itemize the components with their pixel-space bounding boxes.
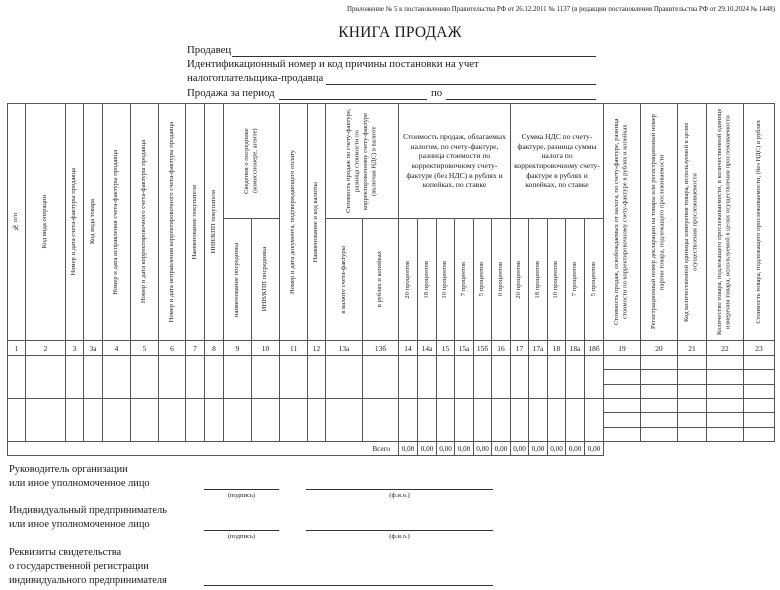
seller-label: Продавец [187, 44, 232, 56]
table-cell-row1-sub3-c21[interactable] [677, 384, 707, 399]
header-col-c12-text: Наименование и код валюты [312, 181, 320, 263]
header-col-c10 [251, 218, 280, 341]
column-number-c18b-text: 18б [588, 343, 600, 353]
column-number-c8 [204, 340, 224, 356]
column-number-c16 [491, 340, 511, 356]
header-col-c6-text: Номер и дата исправления корректировочного счета-фактуры продавца [167, 121, 175, 323]
column-number-c15-text: 15 [441, 343, 450, 353]
table-cell-row2-c15a[interactable] [454, 398, 474, 442]
column-number-c14a-text: 14а [421, 343, 433, 353]
header-col-c15a [454, 218, 474, 341]
table-cell-row2-c9[interactable] [223, 398, 252, 442]
header-col-c17-text: 20 процентов [515, 260, 523, 299]
column-number-c3a [83, 340, 103, 356]
header-col-c19 [603, 103, 641, 341]
ip-name-caption: (ф.и.о.) [389, 533, 410, 540]
header-col-c2-text: Код вида операции [41, 195, 49, 249]
column-number-c13b-text: 13б [374, 343, 387, 353]
column-number-c22-text: 22 [721, 343, 729, 353]
column-number-c13a [325, 340, 363, 356]
header-col-c14a-text: 18 процентов [422, 260, 430, 299]
header-col-c4-text: Номер и дата исправления счета-фактуры продавца [112, 149, 120, 295]
req-label-line3: индивидуального предпринимателя [9, 575, 167, 586]
table-cell-row2-sub3-c21[interactable] [677, 427, 707, 442]
column-number-c13a-text: 13а [338, 343, 350, 353]
header-col-c11 [279, 103, 308, 341]
header-col-c9 [223, 218, 252, 341]
total-value-c18a-text: 0,00 [568, 444, 582, 453]
header-col-c3-text: Номер и дата счета-фактуры продавца [70, 168, 78, 276]
table-cell-row1-sub3-c22[interactable] [706, 384, 744, 399]
period-to-label: по [431, 87, 443, 99]
head-signature-field[interactable] [204, 489, 279, 490]
header-col-c21-text: Код количественной единицы измерения товара, используемой в целях осуществления прослеживаемости [683, 122, 699, 322]
table-cell-row1-sub2-c20[interactable] [640, 369, 678, 385]
table-cell-row2-c1[interactable] [7, 398, 26, 442]
total-value-c15 [436, 441, 455, 456]
table-cell-row2-c3a[interactable] [83, 398, 103, 442]
req-label-line2: о государственной регистрации [9, 561, 149, 572]
header-col-c22 [706, 103, 744, 341]
header-col-c18a-text: 7 процентов [570, 262, 578, 297]
table-cell-row2-c13b[interactable] [362, 398, 399, 442]
page-title: КНИГА ПРОДАЖ [338, 24, 462, 41]
total-value-c14 [398, 441, 418, 456]
header-col-c6 [158, 103, 186, 341]
column-number-c10-text: 10 [261, 343, 270, 353]
head-name-field[interactable] [306, 489, 493, 490]
header-group-currency-cost [325, 103, 399, 219]
column-number-c18-text: 18 [552, 343, 561, 353]
header-col-c10-text: ИНН/КПП посредника [261, 247, 269, 312]
total-value-c17a-text: 0,00 [531, 444, 545, 453]
table-cell-row1-c12[interactable] [307, 355, 326, 399]
table-cell-row2-sub3-c22[interactable] [706, 427, 744, 442]
ip-name-field[interactable] [306, 530, 493, 531]
table-cell-row1-sub1-c21[interactable] [677, 355, 707, 370]
table-cell-row1-c14a[interactable] [417, 355, 437, 399]
total-value-c18b-text: 0,00 [587, 444, 601, 453]
total-value-c15a-text: 0,00 [457, 444, 471, 453]
table-cell-row1-c18b[interactable] [584, 355, 604, 399]
period-label: Продажа за период [187, 87, 275, 99]
column-number-c14a [417, 340, 437, 356]
table-cell-row1-sub1-c19[interactable] [603, 355, 641, 370]
total-value-c18b [584, 441, 604, 456]
table-cell-row2-c18b[interactable] [584, 398, 604, 442]
table-cell-row1-c18[interactable] [547, 355, 566, 399]
table-cell-row1-sub2-c21[interactable] [677, 369, 707, 385]
table-cell-row2-c17[interactable] [510, 398, 529, 442]
column-number-c10 [251, 340, 280, 356]
column-number-c3 [65, 340, 84, 356]
column-number-c20 [640, 340, 678, 356]
header-col-c15a-text: 7 процентов [459, 262, 467, 297]
header-col-c4 [102, 103, 131, 341]
header-col-c20 [640, 103, 678, 341]
column-number-c21-text: 21 [688, 343, 696, 353]
table-cell-row1-c11[interactable] [279, 355, 308, 399]
table-cell-row1-sub3-c20[interactable] [640, 384, 678, 399]
table-cell-row2-sub2-c21[interactable] [677, 412, 707, 428]
table-cell-row2-c7[interactable] [185, 398, 205, 442]
table-cell-row1-c17a[interactable] [528, 355, 548, 399]
table-cell-row2-sub3-c20[interactable] [640, 427, 678, 442]
column-number-c3-text: 3 [72, 343, 77, 353]
table-cell-row2-c14[interactable] [398, 398, 418, 442]
header-col-c5-text: Номер и дата корректировочного счета-фактуры продавца [140, 140, 148, 304]
total-value-c15b [473, 441, 492, 456]
total-value-c15-text: 0,00 [439, 444, 452, 453]
header-col-c16-text: 0 процентов [496, 262, 504, 297]
total-value-c14a-text: 0,00 [420, 444, 434, 453]
header-col-c22-text: Количество товара, подлежащего прослеживаемости, в количественной единице измерения товара, используемой в целях осуществления прослеживаемости [716, 108, 732, 336]
table-cell-row2-c8[interactable] [204, 398, 224, 442]
column-number-c16-text: 16 [497, 343, 505, 353]
table-cell-row2-sub1-c21[interactable] [677, 398, 707, 413]
table-cell-row2-c10[interactable] [251, 398, 280, 442]
column-number-c4 [102, 340, 131, 356]
table-cell-row2-c2[interactable] [25, 398, 66, 442]
table-cell-row1-c3a[interactable] [83, 355, 103, 399]
table-cell-row2-c5[interactable] [130, 398, 159, 442]
inn-label-line2: налогоплательщика-продавца [187, 72, 324, 84]
table-cell-row1-c4[interactable] [102, 355, 131, 399]
column-number-c11 [279, 340, 308, 356]
column-number-c19-text: 19 [618, 343, 626, 353]
column-number-c15a [454, 340, 474, 356]
table-cell-row2-sub1-c20[interactable] [640, 398, 678, 413]
column-number-c15b-text: 15б [476, 343, 489, 353]
header-col-c8-text: ИНН/КПП покупателя [209, 190, 217, 254]
header-col-c13a [325, 218, 363, 341]
column-number-c18 [547, 340, 566, 356]
header-col-c21 [677, 103, 707, 341]
table-cell-row1-c13a[interactable] [325, 355, 363, 399]
column-number-c1-text: 1 [14, 343, 19, 353]
ip-signature-caption: (подпись) [227, 533, 256, 540]
column-number-c23-text: 23 [755, 343, 763, 353]
column-number-c5 [130, 340, 159, 356]
column-number-c7 [185, 340, 205, 356]
header-col-c5 [130, 103, 159, 341]
table-cell-row1-c17[interactable] [510, 355, 529, 399]
table-cell-row2-c15[interactable] [436, 398, 455, 442]
header-group-taxable-cost-text: Стоимость продаж, облагаемых налогом, по счету-фактуре, разница стоимости по корректировочному счету-фактуре (без НДС) в рублях и копейках, по ставке [403, 131, 506, 190]
column-number-c9-text: 9 [235, 343, 240, 353]
header-col-c13b-text: в рублях и копейках [376, 251, 384, 308]
total-value-c14a [417, 441, 437, 456]
column-number-c23 [743, 340, 775, 356]
table-cell-row2-c3[interactable] [65, 398, 84, 442]
header-col-c18b-text: 5 процентов [589, 262, 597, 297]
table-cell-row1-c18a[interactable] [565, 355, 585, 399]
header-col-c17a-text: 18 процентов [533, 260, 541, 299]
header-col-c15b-text: 5 процентов [478, 262, 486, 297]
column-number-c17-text: 17 [515, 343, 524, 353]
table-cell-row2-c4[interactable] [102, 398, 131, 442]
column-number-c21 [677, 340, 707, 356]
column-number-c15 [436, 340, 455, 356]
header-col-c12 [307, 103, 326, 341]
table-cell-row2-sub1-c19[interactable] [603, 398, 641, 413]
column-number-c19 [603, 340, 641, 356]
table-cell-row1-c10[interactable] [251, 355, 280, 399]
table-cell-row1-c14[interactable] [398, 355, 418, 399]
header-col-c14 [398, 218, 418, 341]
table-cell-row2-c11[interactable] [279, 398, 308, 442]
total-value-c18-text: 0,00 [550, 444, 563, 453]
column-number-c14 [398, 340, 418, 356]
head-label-line1: Руководитель организации [9, 464, 128, 475]
table-cell-row2-c14a[interactable] [417, 398, 437, 442]
header-group-intermediary-text: Сведения о посреднике (комиссионере, агенте) [242, 128, 259, 194]
column-number-c13b [362, 340, 399, 356]
header-col-c15b [473, 218, 492, 341]
total-label-cell [7, 441, 399, 456]
header-col-c15 [436, 218, 455, 341]
table-cell-row1-c15b[interactable] [473, 355, 492, 399]
table-cell-row1-c15a[interactable] [454, 355, 474, 399]
column-number-c2 [25, 340, 66, 356]
total-value-c15b-text: 0,00 [476, 444, 489, 453]
header-group-currency-cost-text: Стоимость продаж по счету-фактуре, разница стоимости по корректировочному счету-фактуре (включая НДС) в валюте [344, 108, 378, 214]
table-cell-row1-sub2-c19[interactable] [603, 369, 641, 385]
header-col-c8 [204, 103, 224, 341]
table-cell-row2-c17a[interactable] [528, 398, 548, 442]
header-col-c11-text: Номер и дата документа, подтверждающего оплату [289, 150, 297, 294]
header-col-c16 [491, 218, 511, 341]
header-group-taxable-cost [398, 103, 511, 219]
header-col-c3a [83, 103, 103, 341]
table-cell-row2-sub3-c19[interactable] [603, 427, 641, 442]
header-col-c18 [547, 218, 566, 341]
header-col-c7-text: Наименование покупателя [190, 184, 198, 260]
column-number-c22 [706, 340, 744, 356]
table-cell-row1-c3[interactable] [65, 355, 84, 399]
header-col-c3 [65, 103, 84, 341]
column-number-c3a-text: 3а [89, 343, 97, 353]
header-col-c17a [528, 218, 548, 341]
table-cell-row2-sub1-c22[interactable] [706, 398, 744, 413]
total-label-cell-text: Всего [372, 444, 390, 453]
header-col-c15-text: 10 процентов [441, 260, 449, 299]
column-number-c6 [158, 340, 186, 356]
total-value-c17a [528, 441, 548, 456]
table-cell-row1-sub1-c20[interactable] [640, 355, 678, 370]
table-cell-row2-sub1-c23[interactable] [743, 398, 775, 413]
column-number-c4-text: 4 [114, 343, 119, 353]
column-number-c12 [307, 340, 326, 356]
total-value-c14-text: 0,00 [401, 444, 415, 453]
table-cell-row1-sub1-c22[interactable] [706, 355, 744, 370]
header-group-vat-amount [510, 103, 604, 219]
header-col-c7 [185, 103, 205, 341]
header-col-c1 [7, 103, 26, 341]
table-cell-row2-sub2-c22[interactable] [706, 412, 744, 428]
table-cell-row2-c12[interactable] [307, 398, 326, 442]
total-value-c15a [454, 441, 474, 456]
column-number-c17 [510, 340, 529, 356]
table-cell-row2-c13a[interactable] [325, 398, 363, 442]
header-group-intermediary [223, 103, 280, 219]
header-col-c14-text: 20 процентов [403, 260, 411, 299]
table-cell-row1-c16[interactable] [491, 355, 511, 399]
table-cell-row2-c18[interactable] [547, 398, 566, 442]
table-cell-row2-c6[interactable] [158, 398, 186, 442]
table-cell-row1-sub2-c22[interactable] [706, 369, 744, 385]
header-col-c3a-text: Код вида товара [88, 199, 96, 245]
table-cell-row1-c15[interactable] [436, 355, 455, 399]
column-number-c15a-text: 15а [458, 343, 470, 353]
header-col-c18a [565, 218, 585, 341]
column-number-c12-text: 12 [312, 343, 321, 353]
head-name-caption: (ф.и.о.) [389, 492, 410, 499]
ip-signature-field[interactable] [204, 530, 279, 531]
header-col-c2 [25, 103, 66, 341]
table-cell-row2-c18a[interactable] [565, 398, 585, 442]
ip-label-line1: Индивидуальный предприниматель [9, 505, 167, 516]
table-cell-row1-c2[interactable] [25, 355, 66, 399]
column-number-c1 [7, 340, 26, 356]
header-col-c17 [510, 218, 529, 341]
table-cell-row1-c9[interactable] [223, 355, 252, 399]
header-col-c20-text: Регистрационный номер декларации на товары или регистрационный номер партии товара, подлежащего прослеживаемости [650, 114, 666, 330]
header-col-c23-text: Стоимость товара, подлежащего прослеживаемости, (без НДС) в рублях [754, 120, 762, 324]
table-cell-row1-c5[interactable] [130, 355, 159, 399]
table-cell-row2-c16[interactable] [491, 398, 511, 442]
header-col-c9-text: наименование посредника [233, 242, 241, 317]
column-number-c18a [565, 340, 585, 356]
header-col-c13a-text: в валюте счета-фактуры [339, 245, 347, 314]
table-cell-row1-c7[interactable] [185, 355, 205, 399]
table-cell-row2-sub3-c23[interactable] [743, 427, 775, 442]
header-col-c18b [584, 218, 604, 341]
total-value-c18a [565, 441, 585, 456]
column-number-c14-text: 14 [404, 343, 412, 353]
inn-label-line1: Идентификационный номер и код причины постановки на учет [187, 58, 479, 70]
table-cell-row1-c1[interactable] [7, 355, 26, 399]
appendix-note: Приложение № 5 к постановлению Правительства РФ от 26.12.2011 № 1137 (в редакции постановления Правительства РФ от 29.10.2024 № 1448) [347, 6, 775, 13]
column-number-c11-text: 11 [289, 343, 298, 353]
header-col-c23 [743, 103, 775, 341]
total-value-c17 [510, 441, 529, 456]
column-number-c7-text: 7 [193, 343, 197, 353]
header-col-c14a [417, 218, 437, 341]
table-cell-row2-c15b[interactable] [473, 398, 492, 442]
column-number-c20-text: 20 [655, 343, 663, 353]
table-cell-row1-sub1-c23[interactable] [743, 355, 775, 370]
ip-label-line2: или иное уполномоченное лицо [9, 519, 150, 530]
column-number-c15b [473, 340, 492, 356]
total-value-c16 [491, 441, 511, 456]
table-cell-row1-c8[interactable] [204, 355, 224, 399]
table-cell-row1-c13b[interactable] [362, 355, 399, 399]
table-cell-row2-sub2-c19[interactable] [603, 412, 641, 428]
header-col-c13b [362, 218, 399, 341]
column-number-c6-text: 6 [170, 343, 174, 353]
total-value-c18 [547, 441, 566, 456]
req-label-line1: Реквизиты свидетельства [9, 547, 122, 558]
header-group-vat-amount-text: Сумма НДС по счету-фактуре, разница суммы налога по корректировочному счету-фактуре в рублях и копейках, по ставке [514, 131, 600, 190]
total-value-c16-text: 0,00 [494, 444, 508, 453]
column-number-c5-text: 5 [142, 343, 147, 353]
head-label-line2: или иное уполномоченное лицо [9, 478, 150, 489]
registration-field[interactable] [204, 585, 493, 586]
table-cell-row1-c6[interactable] [158, 355, 186, 399]
table-cell-row1-sub3-c23[interactable] [743, 384, 775, 399]
table-cell-row1-sub2-c23[interactable] [743, 369, 775, 385]
table-cell-row1-sub3-c19[interactable] [603, 384, 641, 399]
table-cell-row2-sub2-c20[interactable] [640, 412, 678, 428]
column-number-c9 [223, 340, 252, 356]
column-number-c18b [584, 340, 604, 356]
column-number-c2-text: 2 [43, 343, 48, 353]
header-col-c1-text: № п/п [12, 213, 20, 231]
column-number-c8-text: 8 [212, 343, 216, 353]
header-col-c19-text: Стоимость продаж, освобождаемых от налога, по счету-фактуре, разница стоимости по корректировочному счету-фактуре в рублях и копейках [613, 118, 629, 326]
table-cell-row2-sub2-c23[interactable] [743, 412, 775, 428]
total-value-c17-text: 0,00 [513, 444, 526, 453]
column-number-c17a [528, 340, 548, 356]
column-number-c17a-text: 17а [532, 343, 544, 353]
head-signature-caption: (подпись) [227, 492, 256, 499]
header-col-c18-text: 10 процентов [552, 260, 560, 299]
column-number-c18a-text: 18а [569, 343, 581, 353]
